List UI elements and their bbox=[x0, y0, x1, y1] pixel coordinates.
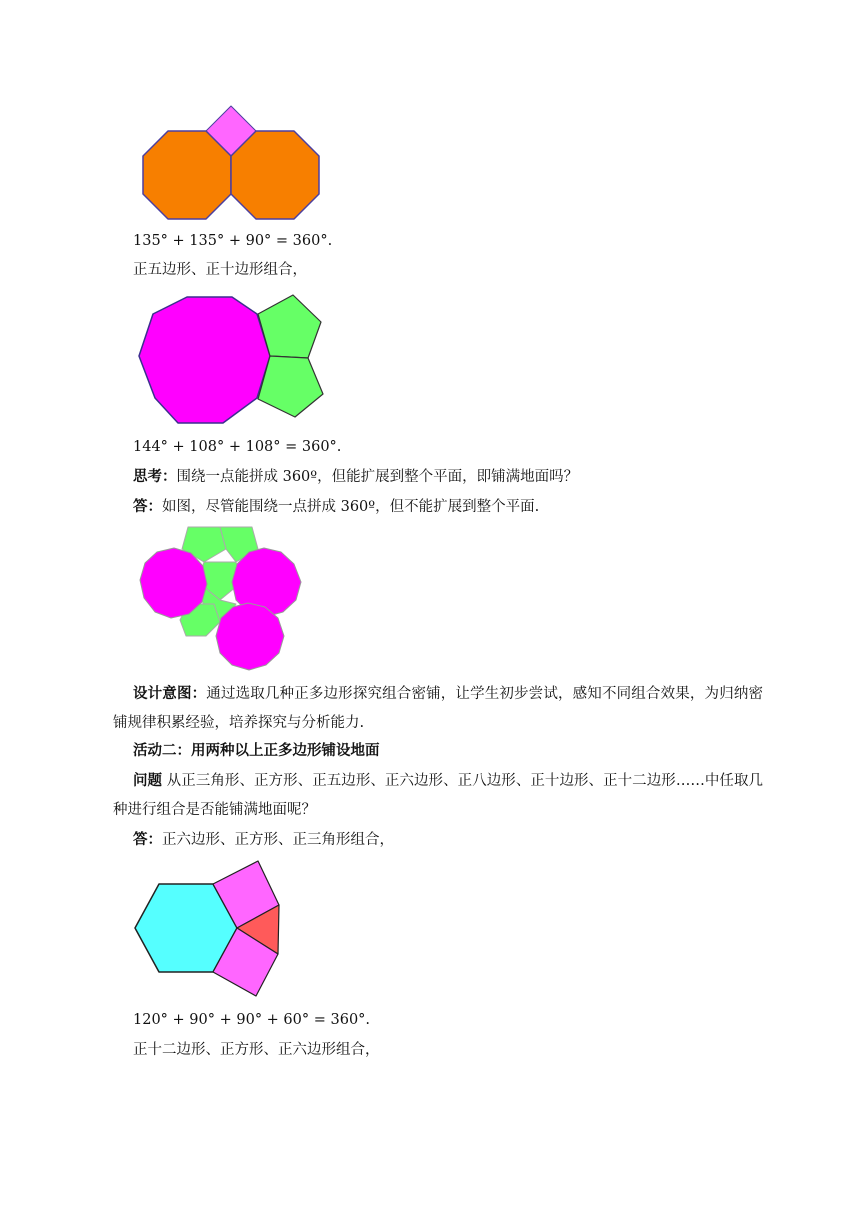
answer1-label: 答： bbox=[133, 498, 162, 515]
equation-decagon: 144° + 108° + 108° = 360°. bbox=[133, 439, 342, 455]
answer2-text: 正六边形、正方形、正三角形组合， bbox=[162, 832, 394, 848]
octagon-right-shape bbox=[231, 131, 319, 219]
equation-hexagon: 120° + 90° + 90° + 60° = 360°. bbox=[133, 1012, 371, 1028]
design-intent bbox=[113, 679, 763, 738]
question-text: 从正三角形、正方形、正五边形、正六边形、正八边形、正十边形、正十二边形……中任取几种进行组合是否能铺满地面呢？ bbox=[113, 773, 763, 818]
combo-dodecagon: 正十二边形、正方形、正六边形组合， bbox=[133, 1042, 380, 1058]
octagon-square-figure bbox=[140, 102, 324, 222]
design-label: 设计意图： bbox=[133, 685, 207, 702]
failed-tiling-figure bbox=[136, 524, 308, 674]
pentagon-bottom-shape bbox=[258, 356, 323, 417]
decagon-pentagon-figure bbox=[136, 292, 330, 426]
answer2-line bbox=[133, 830, 394, 850]
pentagon-top-shape bbox=[258, 295, 321, 358]
think-line bbox=[133, 467, 578, 487]
question-label: 问题 bbox=[133, 772, 163, 789]
octagon-left-shape bbox=[143, 131, 231, 219]
think-label: 思考： bbox=[133, 468, 177, 485]
answer2-label: 答： bbox=[133, 831, 162, 848]
answer1-text: 如图，尽管能围绕一点拼成 360º，但不能扩展到整个平面. bbox=[162, 499, 540, 515]
combo-pentagon-decagon: 正五边形、正十边形组合， bbox=[133, 262, 307, 278]
decagon-shape bbox=[139, 297, 270, 423]
design-text: 通过选取几种正多边形探究组合密铺，让学生初步尝试，感知不同组合效果，为归纳密铺规律积累经验，培养探究与分析能力. bbox=[113, 686, 764, 731]
equation-octagon: 135° + 135° + 90° = 360°. bbox=[133, 233, 333, 249]
activity2-heading: 活动二：用两种以上正多边形铺设地面 bbox=[133, 742, 380, 759]
question-paragraph bbox=[113, 766, 763, 825]
hexagon-square-triangle-figure bbox=[132, 858, 284, 1000]
answer1-line bbox=[133, 497, 539, 517]
think-text: 围绕一点能拼成 360º，但能扩展到整个平面，即铺满地面吗？ bbox=[176, 469, 579, 485]
